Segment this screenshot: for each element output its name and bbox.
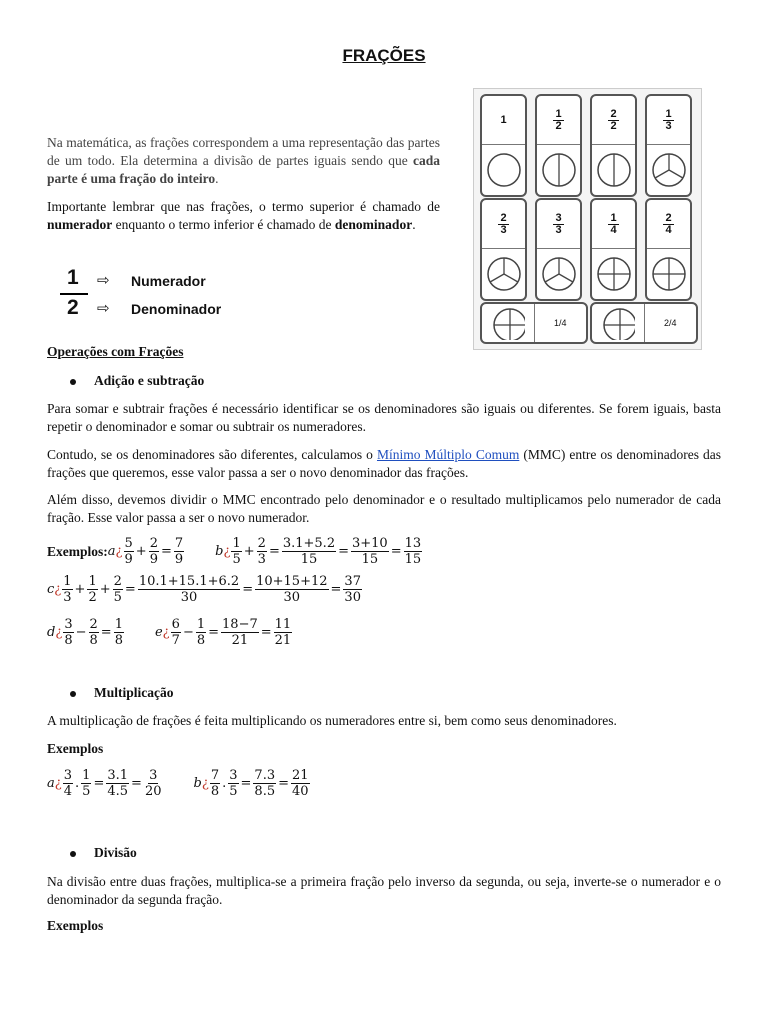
num: 1 [82, 768, 91, 783]
den: 21 [274, 633, 292, 648]
num: 1 [63, 574, 72, 589]
text: Contudo, se os denominadores são diferentes, calculamos o [47, 447, 377, 462]
fraction-card-numerator: 2 [610, 107, 617, 120]
den: 8.5 [254, 784, 276, 799]
fraction-card [590, 198, 637, 301]
numerator-denominator-diagram [60, 266, 270, 322]
op: = [330, 582, 342, 597]
fraction [124, 536, 134, 567]
num: 2 [257, 536, 266, 551]
examples-heading-division: Exemplos [47, 918, 104, 933]
addition-heading: Adição e subtração [94, 373, 205, 388]
op: = [93, 776, 105, 791]
fraction-card-label [537, 96, 580, 145]
math-var: d [47, 625, 56, 640]
addition-paragraph-3: Além disso, devemos dividir o MMC encontrado pelo denominador e o resultado multiplicamos pelo numerador de cada fração. Esse valor passa a ser o novo numerador. [47, 492, 721, 525]
op: . [222, 776, 227, 791]
fraction [231, 536, 241, 567]
num: 11 [274, 617, 292, 632]
bullet-addition [70, 373, 204, 389]
fraction-card-label [482, 200, 525, 249]
fraction [255, 574, 328, 605]
op: + [99, 582, 111, 597]
intro-paragraph [47, 134, 440, 188]
num: 18−7 [222, 617, 258, 632]
fraction-card-denominator: 3 [555, 223, 562, 236]
math-var: a [47, 776, 55, 791]
fraction-card-denominator: 2 [555, 119, 562, 132]
den: 5 [232, 552, 241, 567]
den: 8 [114, 633, 123, 648]
addition-paragraph-1: Para somar e subtrair frações é necessário identificar se os denominadores são iguais ou diferentes. Se forem iguais, basta repetir o denominador e somar ou subtrair os numeradores. [47, 401, 721, 434]
circle-fraction-icon [540, 255, 578, 293]
op: = [338, 544, 349, 559]
fraction-card-wide [590, 302, 698, 344]
math-var: e [154, 625, 163, 640]
fraction-card-label [482, 96, 525, 145]
den: 7 [171, 633, 180, 648]
math-var: b [215, 544, 224, 559]
den: 30 [344, 590, 361, 605]
fraction [113, 574, 123, 605]
operations-heading: Operações com Frações [47, 344, 184, 359]
intro-end: . [215, 171, 219, 186]
fraction-card-circle [592, 249, 635, 299]
fraction [81, 768, 91, 799]
op: = [100, 625, 112, 640]
fraction-card-circle [592, 304, 644, 342]
example-row-2 [47, 574, 363, 605]
numerator-paragraph [47, 198, 440, 234]
math-glyph: ¿ [223, 544, 231, 559]
multiplication-paragraph: A multiplicação de frações é feita multiplicando os numeradores entre si, bem como seus denominadores. [47, 713, 617, 728]
multiplication-heading: Multiplicação [94, 685, 174, 700]
den: 4.5 [107, 784, 129, 799]
circle-fraction-icon [601, 306, 635, 340]
fraction [228, 768, 238, 799]
fraction-card [480, 198, 527, 301]
den: 5 [113, 590, 122, 605]
circle-fraction-icon [650, 255, 688, 293]
fraction [274, 617, 293, 648]
op: = [208, 625, 220, 640]
fraction [404, 536, 423, 567]
den: 15 [300, 552, 318, 567]
fraction-card [535, 94, 582, 197]
den: 3 [63, 590, 72, 605]
fraction-card-denominator: 3 [500, 223, 507, 236]
fraction-card-circle [647, 249, 690, 299]
division-paragraph: Na divisão entre duas frações, multiplica-se a primeira fração pelo inverso da segunda, ou seja, inverte-se o numerador e o denominador da segunda fração. [47, 874, 721, 907]
arrow-right-icon: ⇨ [97, 273, 110, 289]
den: 40 [292, 784, 309, 799]
math-glyph: ¿ [162, 625, 170, 640]
den: 8 [89, 633, 98, 648]
fraction [174, 536, 184, 567]
fraction [138, 574, 240, 605]
fraction [114, 617, 124, 648]
num: 13 [404, 536, 422, 551]
fraction-card-denominator: 4 [610, 223, 617, 236]
num: 7 [210, 768, 220, 783]
page-title: FRAÇÕES [342, 46, 426, 65]
text: (MMC) entre os denominadores das frações que queremos, esse valor passa a ser o novo denominador das frações. [47, 447, 721, 480]
den: 8 [210, 784, 220, 799]
division-heading: Divisão [94, 845, 137, 860]
num: 1 [196, 617, 206, 632]
fraction [89, 617, 99, 648]
examples-label: Exemplos: [47, 543, 108, 559]
fraction [62, 574, 72, 605]
fraction-card-circle [482, 145, 525, 195]
op: = [124, 582, 136, 597]
num: 2 [113, 574, 122, 589]
num: 21 [292, 768, 309, 783]
fraction-card-value [498, 213, 508, 236]
fraction-card-numerator: 1 [500, 113, 507, 126]
fraction-card-numerator: 1 [555, 107, 562, 120]
fraction-card-denominator: 2 [610, 119, 617, 132]
den: 9 [149, 552, 158, 567]
mmc-link[interactable]: Mínimo Múltiplo Comum [376, 447, 520, 462]
op: = [131, 776, 142, 791]
fraction [253, 768, 276, 799]
fraction [351, 536, 389, 567]
num: 3 [64, 617, 73, 632]
fraction-card [535, 198, 582, 301]
num: 37 [344, 574, 361, 589]
fraction [221, 617, 259, 648]
fraction [171, 617, 181, 648]
numerator-label: Numerador [131, 273, 206, 289]
fraction-card-value [553, 213, 563, 236]
fraction-card-circle [592, 145, 635, 195]
fraction-card-circle [482, 304, 534, 342]
op: = [260, 625, 272, 640]
fraction [257, 536, 267, 567]
den: 15 [404, 552, 422, 567]
num: 7.3 [254, 768, 276, 783]
text: . [412, 217, 416, 232]
op: + [243, 544, 255, 559]
circle-fraction-icon [485, 151, 523, 189]
op: − [182, 625, 194, 640]
diagram-bottom-number: 2 [67, 296, 79, 319]
math-var: a [107, 544, 116, 559]
num: 1 [114, 617, 123, 632]
diagram-top-number: 1 [67, 266, 79, 289]
math-glyph: ¿ [115, 544, 123, 559]
fraction-card-label [647, 200, 690, 249]
num: 10+15+12 [256, 574, 328, 589]
arrow-right-icon: ⇨ [97, 301, 110, 317]
den: 4 [63, 784, 73, 799]
circle-fraction-icon [595, 151, 633, 189]
examples-heading: Exemplos [47, 741, 104, 756]
fraction-card [480, 94, 527, 197]
fraction [63, 768, 73, 799]
math-var: c [47, 582, 55, 597]
den: 9 [124, 552, 133, 567]
fraction-card-denominator: 4 [665, 223, 672, 236]
intro-text: Na matemática, as frações correspondem a uma representação das partes de um todo. Ela determina a divisão de partes iguais sendo que [47, 135, 440, 168]
math-var: b [193, 776, 202, 791]
den: 8 [64, 633, 73, 648]
circle-fraction-icon [650, 151, 688, 189]
fraction [291, 768, 310, 799]
den: 3 [257, 552, 266, 567]
bullet-dot [70, 851, 76, 857]
fraction-cards-image [473, 88, 702, 350]
text: Importante lembrar que nas frações, o termo superior é chamado de [47, 199, 440, 214]
den: 5 [82, 784, 91, 799]
fraction [343, 574, 362, 605]
fraction-card-value [608, 213, 618, 236]
math-glyph: ¿ [54, 582, 62, 597]
num: 3 [229, 768, 238, 783]
fraction-card-label: 2/4 [644, 304, 697, 342]
denominator-term: denominador [334, 217, 413, 232]
fraction-card-label [592, 96, 635, 145]
num: 10.1+15.1+6.2 [138, 574, 240, 589]
fraction-card-value [553, 109, 563, 132]
example-row-1 [47, 536, 423, 567]
text: enquanto o termo inferior é chamado de [112, 217, 335, 232]
diagram-fraction-bar [60, 293, 88, 295]
fraction [210, 768, 220, 799]
fraction-card [645, 94, 692, 197]
fraction-card-label [537, 200, 580, 249]
fraction-card-circle [537, 145, 580, 195]
fraction [282, 536, 336, 567]
den: 30 [283, 590, 301, 605]
op: − [75, 625, 87, 640]
fraction-card-label [592, 200, 635, 249]
circle-fraction-icon [485, 255, 523, 293]
num: 2 [89, 617, 98, 632]
fraction [87, 574, 97, 605]
den: 21 [231, 633, 249, 648]
num: 3 [149, 768, 158, 783]
num: 3.1+5.2 [282, 536, 336, 551]
fraction [144, 768, 163, 799]
fraction-card-circle [482, 249, 525, 299]
den: 30 [180, 590, 198, 605]
intro-bold: cada parte é uma fração do inteiro [47, 153, 440, 186]
math-glyph: ¿ [55, 625, 63, 640]
num: 7 [174, 536, 184, 551]
num: 2 [149, 536, 158, 551]
num: 3 [63, 768, 73, 783]
math-glyph: ¿ [54, 776, 62, 791]
fraction [106, 768, 129, 799]
num: 6 [171, 617, 180, 632]
example-row-3 [47, 617, 293, 648]
op: + [74, 582, 86, 597]
den: 15 [361, 552, 379, 567]
fraction-card-circle [537, 249, 580, 299]
fraction-card-numerator: 2 [500, 211, 507, 224]
circle-fraction-icon [595, 255, 633, 293]
addition-paragraph-2 [47, 446, 721, 482]
den: 5 [229, 784, 238, 799]
fraction [149, 536, 159, 567]
fraction-card-label: 1/4 [534, 304, 587, 342]
math-glyph: ¿ [201, 776, 209, 791]
fraction-card [645, 198, 692, 301]
op: . [75, 776, 80, 791]
fraction [63, 617, 73, 648]
op: = [240, 776, 252, 791]
bullet-dot [70, 379, 76, 385]
fraction-card-value [608, 109, 618, 132]
circle-fraction-icon [540, 151, 578, 189]
circle-fraction-icon [491, 306, 525, 340]
den: 9 [174, 552, 184, 567]
op: = [268, 544, 280, 559]
fraction-card-label [647, 96, 690, 145]
num: 3+10 [352, 536, 388, 551]
den: 20 [144, 784, 162, 799]
num: 5 [124, 536, 133, 551]
denominator-label: Denominador [131, 301, 222, 317]
num: 1 [88, 574, 97, 589]
fraction-card-numerator: 1 [610, 211, 617, 224]
numerator-term: numerador [47, 217, 113, 232]
fraction-card-denominator: 3 [665, 119, 672, 132]
bullet-division [70, 845, 137, 861]
fraction-card-value [500, 115, 506, 126]
fraction-card-numerator: 3 [555, 211, 562, 224]
fraction-card-value [663, 109, 673, 132]
bullet-multiplication [70, 685, 174, 701]
op: = [242, 582, 254, 597]
multiplication-examples [47, 768, 311, 799]
fraction-card [590, 94, 637, 197]
fraction [196, 617, 206, 648]
fraction-card-numerator: 1 [665, 107, 672, 120]
fraction-card-value [663, 213, 673, 236]
op: + [135, 544, 147, 559]
bullet-dot [70, 691, 76, 697]
op: = [278, 776, 290, 791]
fraction-card-numerator: 2 [665, 211, 672, 224]
fraction-card-circle [647, 145, 690, 195]
den: 2 [88, 590, 97, 605]
op: = [390, 544, 402, 559]
op: = [160, 544, 172, 559]
num: 3.1 [107, 768, 129, 783]
den: 8 [196, 633, 206, 648]
fraction-card-wide [480, 302, 588, 344]
num: 1 [232, 536, 241, 551]
